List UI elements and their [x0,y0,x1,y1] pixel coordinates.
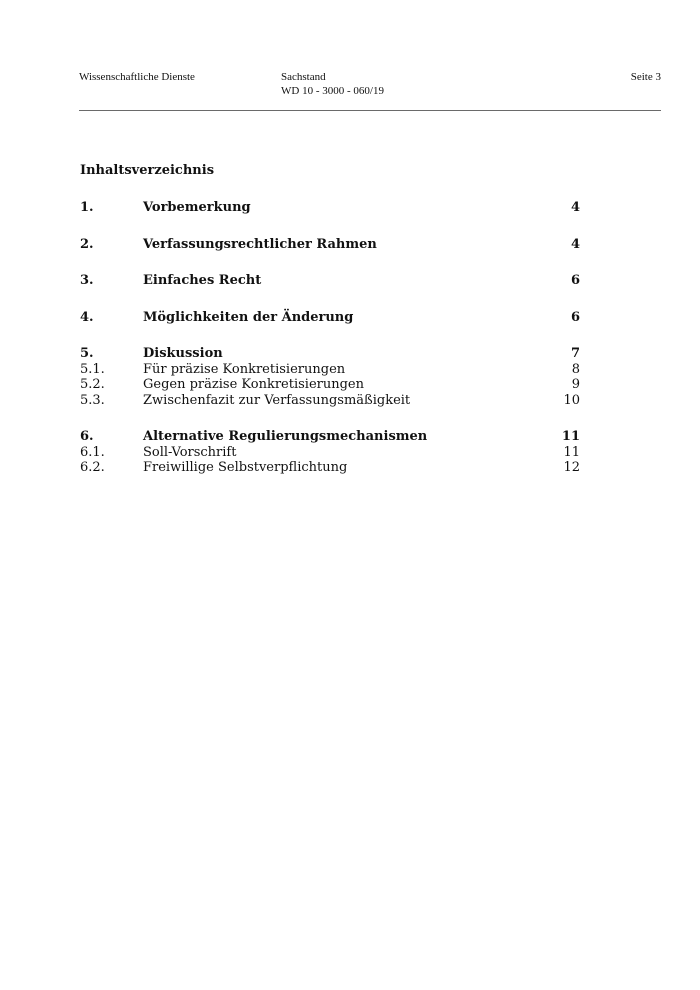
toc-entry-number: 3. [80,273,94,288]
toc-entry-title: Gegen präzise Konkretisierungen [143,377,364,392]
toc-entry[interactable] [80,377,580,393]
toc-entry-page: 6 [570,273,580,288]
toc-entry-title: Verfassungsrechtlicher Rahmen [143,236,377,252]
toc-entry-title: Zwischenfazit zur Verfassungsmäßigkeit [143,392,411,408]
page-header [79,70,661,110]
toc-entry-page: 10 [563,392,580,408]
toc-entry[interactable] [80,237,580,253]
toc-entry[interactable] [80,362,580,378]
toc-group [80,273,580,289]
toc-entry[interactable] [80,200,580,216]
toc-entry-page: 9 [571,377,580,392]
toc-group [80,346,580,408]
toc-group [80,310,580,326]
toc-entry-title: Einfaches Recht [143,273,262,288]
toc-entry-number: 5.3. [80,392,105,408]
toc-entry-page: 4 [570,236,580,252]
toc-entry-number: 2. [80,236,94,252]
toc-entry-number: 6.2. [80,460,105,475]
toc-entry-title: Für präzise Konkretisierungen [143,361,346,377]
toc-group [80,237,580,253]
toc-entry-number: 5.2. [80,377,105,392]
toc-entry[interactable] [80,346,580,362]
toc-entry-page: 11 [561,429,580,444]
toc-entry-number: 5. [80,346,94,361]
header-document-info [281,70,384,98]
toc-entry-number: 5.1. [80,361,105,377]
header-doc-number: WD 10 - 3000 - 060/19 [281,85,384,97]
toc-entry-title: Freiwillige Selbstverpflichtung [143,460,348,475]
toc-entry-page: 8 [571,361,580,377]
toc-group [80,200,580,216]
toc-entry-number: 4. [80,309,94,325]
toc-entry[interactable] [80,310,580,326]
toc-entry-title: Soll-Vorschrift [143,444,237,460]
toc-entry-number: 6.1. [80,444,105,460]
toc-entry[interactable] [80,429,580,445]
toc-entry-page: 4 [570,200,580,215]
header-organization: Wissenschaftliche Dienste [79,71,195,83]
toc-entry[interactable] [80,273,580,289]
header-divider [79,110,661,111]
toc-entry-page: 12 [563,460,580,475]
toc-entry-number: 1. [80,200,94,215]
header-page-number: Seite 3 [630,71,661,83]
toc-entry[interactable] [80,393,580,409]
toc-group [80,429,580,476]
header-doc-type: Sachstand [281,71,326,83]
toc-entry-page: 7 [570,346,580,361]
toc-entry-page: 6 [570,309,580,325]
toc-entry[interactable] [80,460,580,476]
toc-title: Inhaltsverzeichnis [80,163,215,178]
toc-entry-title: Alternative Regulierungsmechanismen [143,429,428,444]
toc-entry-title: Vorbemerkung [143,200,251,215]
toc-entry-title: Diskussion [143,346,223,361]
toc-entry-title: Möglichkeiten der Änderung [143,309,354,325]
toc-entry-number: 6. [80,429,94,444]
table-of-contents [80,200,580,476]
toc-entry[interactable] [80,445,580,461]
toc-entry-page: 11 [563,444,580,460]
